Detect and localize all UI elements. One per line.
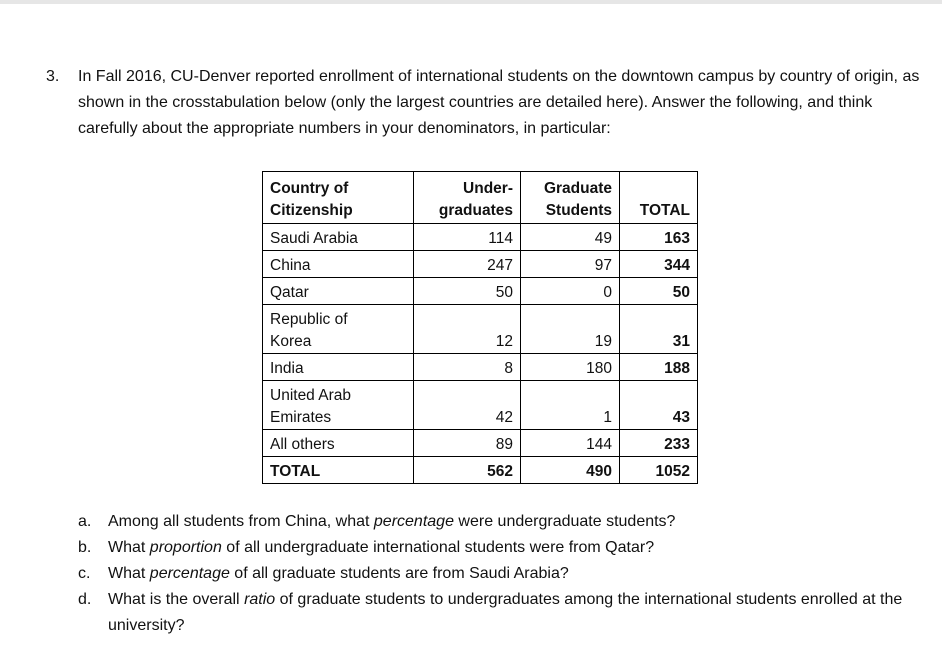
header-undergraduates: Under- graduates (414, 172, 521, 224)
row-country: Saudi Arabia (263, 224, 414, 251)
table-row (263, 354, 698, 381)
total-undergrad: 562 (414, 457, 521, 484)
table-row (263, 305, 698, 354)
subquestion-c: c. What percentage of all graduate students are from Saudi Arabia? (78, 561, 938, 587)
row-country: Republic of Korea (263, 305, 414, 354)
question-3 (46, 64, 926, 142)
total-graduate: 490 (521, 457, 620, 484)
question-number: 3. (46, 68, 60, 85)
total-label: TOTAL (263, 457, 414, 484)
row-total: 50 (620, 278, 698, 305)
subquestion-letter: b. (78, 539, 92, 556)
crosstab-table (262, 171, 698, 484)
row-graduate: 97 (521, 251, 620, 278)
row-graduate: 0 (521, 278, 620, 305)
table-header-row (263, 172, 698, 224)
row-total: 31 (620, 305, 698, 354)
emphasis: percentage (373, 513, 454, 530)
row-undergrad: 114 (414, 224, 521, 251)
table-row (263, 430, 698, 457)
row-graduate: 1 (521, 381, 620, 430)
row-undergrad: 89 (414, 430, 521, 457)
top-border (0, 0, 942, 4)
row-graduate: 49 (521, 224, 620, 251)
emphasis: ratio (244, 591, 276, 608)
subquestion-b: b. What proportion of all undergraduate international students were from Qatar? (78, 535, 938, 561)
row-graduate: 144 (521, 430, 620, 457)
table-row (263, 251, 698, 278)
row-undergrad: 50 (414, 278, 521, 305)
header-country: Country of Citizenship (263, 172, 414, 224)
row-total: 188 (620, 354, 698, 381)
row-undergrad: 42 (414, 381, 521, 430)
table-row (263, 278, 698, 305)
table-total-row (263, 457, 698, 484)
row-country: Qatar (263, 278, 414, 305)
row-country: All others (263, 430, 414, 457)
grand-total: 1052 (620, 457, 698, 484)
subquestion-letter: c. (78, 565, 91, 582)
row-total: 163 (620, 224, 698, 251)
row-country: China (263, 251, 414, 278)
row-country: United Arab Emirates (263, 381, 414, 430)
header-total: TOTAL (620, 172, 698, 224)
row-total: 344 (620, 251, 698, 278)
row-undergrad: 8 (414, 354, 521, 381)
row-graduate: 19 (521, 305, 620, 354)
header-graduate-students: Graduate Students (521, 172, 620, 224)
emphasis: percentage (149, 565, 230, 582)
table-row (263, 224, 698, 251)
row-country: India (263, 354, 414, 381)
row-undergrad: 247 (414, 251, 521, 278)
table-row (263, 381, 698, 430)
subquestion-list (78, 509, 938, 639)
subquestion-d: d. What is the overall ratio of graduate students to undergraduates among the international students enrolled at the university? (78, 587, 938, 639)
emphasis: proportion (149, 539, 222, 556)
row-total: 43 (620, 381, 698, 430)
subquestion-a: a. Among all students from China, what percentage were undergraduate students? (78, 509, 938, 535)
subquestion-letter: a. (78, 513, 92, 530)
row-graduate: 180 (521, 354, 620, 381)
row-total: 233 (620, 430, 698, 457)
row-undergrad: 12 (414, 305, 521, 354)
question-text: In Fall 2016, CU-Denver reported enrollment of international students on the downtown campus by country of origin, as shown in the crosstabulation below (only the largest countries are detailed here). Answer the following, and think carefully about the appropriate numbers in your denominators, in particular: (78, 68, 920, 137)
subquestion-letter: d. (78, 591, 92, 608)
